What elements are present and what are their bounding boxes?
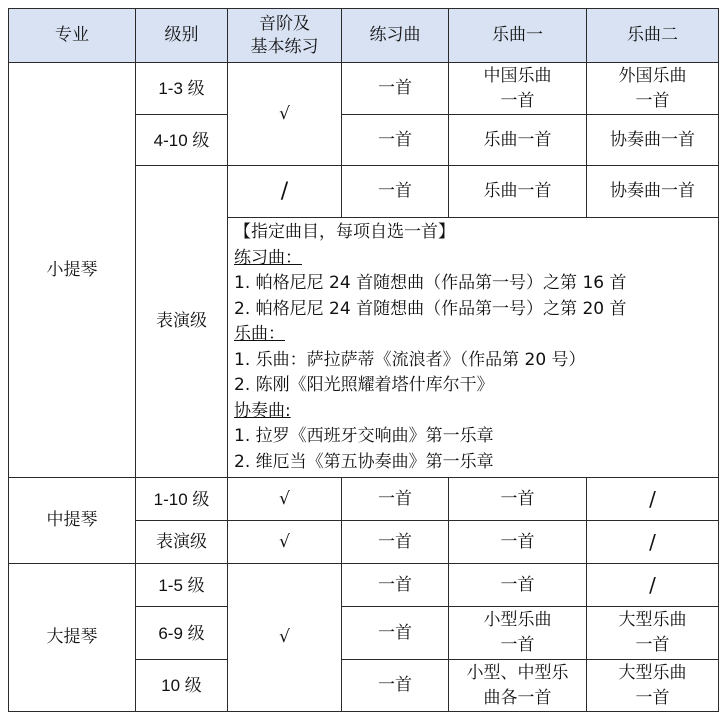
piece2-cell: /: [587, 564, 719, 607]
level-cell: 1-3 级: [136, 63, 228, 115]
major-cell-viola: 中提琴: [9, 478, 136, 564]
level-cell: 1-5 级: [136, 564, 228, 607]
list-item: 2. 帕格尼尼 24 首随想曲（作品第一号）之第 20 首: [234, 298, 627, 319]
scale-cell: √: [228, 63, 342, 166]
scale-cell: √: [228, 521, 342, 564]
header-level: 级别: [136, 9, 228, 63]
piece2-cell: [587, 63, 719, 115]
scale-cell: √: [228, 564, 342, 712]
level-cell: 表演级: [136, 521, 228, 564]
piece2-line: 大型乐曲: [618, 662, 687, 683]
piece2-line: 大型乐曲: [618, 610, 687, 630]
etude-cell: 一首: [342, 660, 449, 712]
piece1-cell: [449, 63, 587, 115]
section-heading: 协奏曲:: [234, 400, 291, 421]
piece2-line: 一首: [635, 90, 670, 111]
piece1-line: 小型乐曲: [483, 610, 552, 630]
piece2-cell: [587, 607, 719, 660]
list-item: 1. 拉罗《西班牙交响曲》第一乐章: [234, 426, 494, 446]
piece1-cell: [449, 660, 587, 712]
header-row: [9, 9, 719, 63]
list-item: 2. 陈刚《阳光照耀着塔什库尔干》: [234, 375, 494, 395]
piece1-cell: 一首: [449, 564, 587, 607]
table-row: [9, 478, 719, 521]
piece2-cell: /: [587, 478, 719, 521]
piece2-line: 一首: [635, 687, 670, 708]
header-piece2: 乐曲二: [587, 9, 719, 63]
etude-cell: 一首: [342, 564, 449, 607]
etude-cell: 一首: [342, 607, 449, 660]
level-cell: 1-10 级: [136, 478, 228, 521]
piece1-line: 一首: [500, 635, 535, 655]
header-piece1: 乐曲一: [449, 9, 587, 63]
etude-cell: 一首: [342, 478, 449, 521]
designated-pieces-cell: [228, 218, 719, 478]
piece1-cell: 乐曲一首: [449, 166, 587, 218]
piece2-line: 一首: [635, 635, 670, 655]
list-item: 2. 维厄当《第五协奏曲》第一乐章: [234, 451, 494, 472]
level-cell: 表演级: [136, 166, 228, 478]
level-cell: 4-10 级: [136, 115, 228, 166]
piece1-line: 小型、中型乐: [466, 662, 569, 683]
level-cell: 10 级: [136, 660, 228, 712]
piece2-cell: 协奏曲一首: [587, 166, 719, 218]
piece1-line: 中国乐曲: [483, 65, 552, 86]
table-row: [9, 564, 719, 607]
scale-cell: √: [228, 478, 342, 521]
piece1-cell: 乐曲一首: [449, 115, 587, 166]
etude-cell: 一首: [342, 63, 449, 115]
scale-cell: /: [228, 166, 342, 218]
header-etude: 练习曲: [342, 9, 449, 63]
list-item: 1. 乐曲：萨拉萨蒂《流浪者》（作品第 20 号）: [234, 349, 586, 370]
table-row: [9, 63, 719, 115]
list-item: 1. 帕格尼尼 24 首随想曲（作品第一号）之第 16 首: [234, 273, 627, 293]
level-cell: 6-9 级: [136, 607, 228, 660]
major-cell-cello: 大提琴: [9, 564, 136, 712]
etude-cell: 一首: [342, 115, 449, 166]
piece1-cell: [449, 607, 587, 660]
header-scale: 音阶及 基本练习: [228, 9, 342, 63]
header-major: 专业: [9, 9, 136, 63]
etude-cell: 一首: [342, 166, 449, 218]
piece1-line: 曲各一首: [483, 687, 552, 708]
section-heading: 练习曲：: [234, 247, 302, 268]
piece2-line: 外国乐曲: [618, 65, 687, 86]
piece1-line: 一首: [500, 90, 535, 111]
piece2-cell: [587, 660, 719, 712]
piece1-cell: 一首: [449, 521, 587, 564]
piece2-cell: /: [587, 521, 719, 564]
major-cell-violin: 小提琴: [9, 63, 136, 478]
designated-title: 【指定曲目，每项自选一首】: [234, 222, 455, 242]
piece1-cell: 一首: [449, 478, 587, 521]
etude-cell: 一首: [342, 521, 449, 564]
piece2-cell: 协奏曲一首: [587, 115, 719, 166]
section-heading: 乐曲：: [234, 324, 285, 344]
grade-requirements-table: [8, 8, 719, 712]
